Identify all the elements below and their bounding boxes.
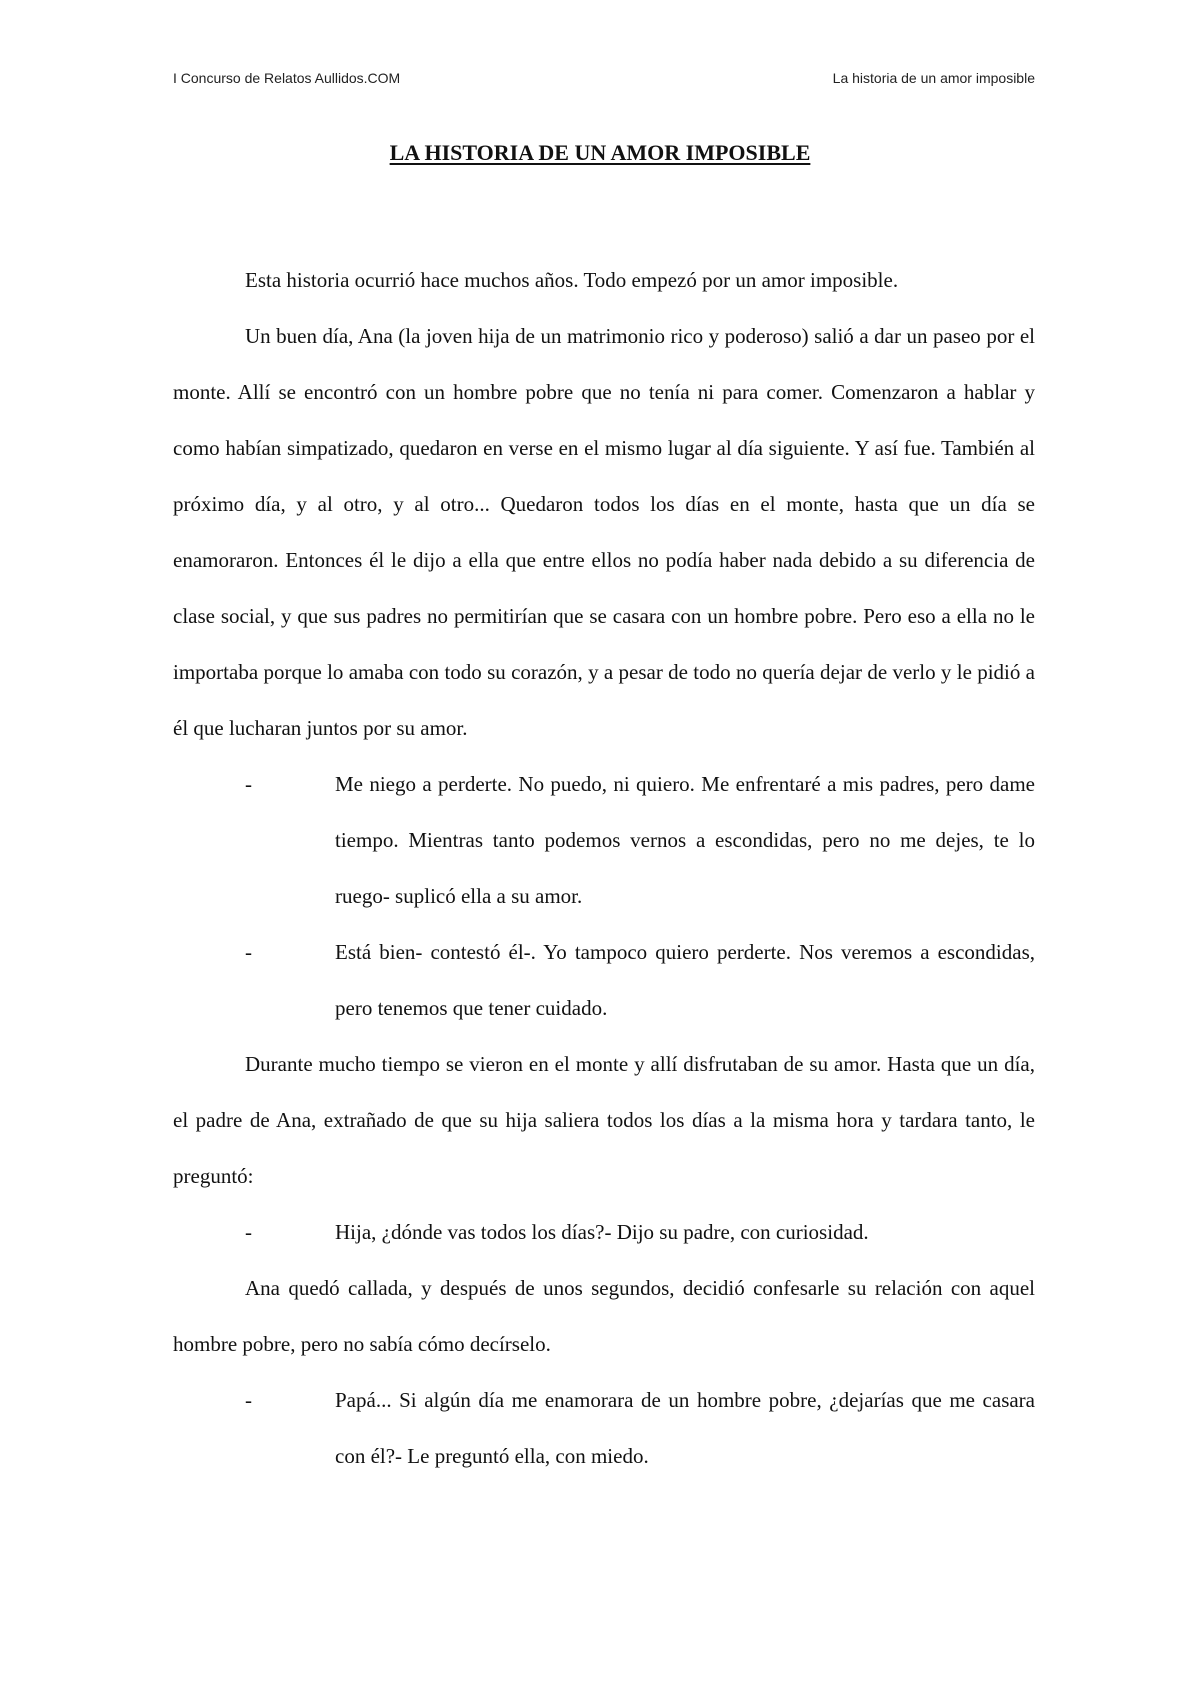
- paragraph: Ana quedó callada, y después de unos segundos, decidió confesarle su relación con aquel hombre pobre, pero no sabía cómo decírselo.: [173, 1276, 1035, 1356]
- paragraph: Durante mucho tiempo se vieron en el monte y allí disfrutaban de su amor. Hasta que un día, el padre de Ana, extrañado de que su hija saliera todos los días a la misma hora y tardara tanto, le preguntó:: [173, 1052, 1035, 1188]
- header-right: La historia de un amor imposible: [832, 70, 1035, 86]
- paragraph: Un buen día, Ana (la joven hija de un matrimonio rico y poderoso) salió a dar un paseo por el monte. Allí se encontró con un hombre pobre que no tenía ni para comer. Comenzaron a hablar y como habían simpatizado, quedaron en verse en el mismo lugar al día siguiente. Y así fue. También al próximo día, y al otro, y al otro... Quedaron todos los días en el monte, hasta que un día se enamoraron. Entonces él le dijo a ella que entre ellos no podía haber nada debido a su diferencia de clase social, y que sus padres no permitirían que se casara con un hombre pobre. Pero eso a ella no le importaba porque lo amaba con todo su corazón, y a pesar de todo no quería dejar de verlo y le pidió a él que lucharan juntos por su amor.: [173, 324, 1035, 740]
- dialogue-text: Está bien- contestó él-. Yo tampoco quiero perderte. Nos veremos a escondidas, pero tenemos que tener cuidado.: [335, 940, 1035, 1020]
- document-body: [173, 252, 1035, 1484]
- dialogue-line: [173, 1372, 1035, 1484]
- dialogue-text: Me niego a perderte. No puedo, ni quiero. Me enfrentaré a mis padres, pero dame tiempo. Mientras tanto podemos vernos a escondidas, pero no me dejes, te lo ruego- suplicó ella a su amor.: [335, 772, 1035, 908]
- header-left: I Concurso de Relatos Aullidos.COM: [173, 70, 401, 86]
- dialogue-dash: -: [245, 1220, 252, 1244]
- dialogue-line: [173, 756, 1035, 924]
- dialogue-dash: -: [245, 1388, 252, 1412]
- document-title: LA HISTORIA DE UN AMOR IMPOSIBLE: [389, 140, 811, 165]
- dialogue-text: Papá... Si algún día me enamorara de un hombre pobre, ¿dejarías que me casara con él?- Le preguntó ella, con miedo.: [335, 1388, 1035, 1468]
- dialogue-dash: -: [245, 772, 252, 796]
- paragraph: Esta historia ocurrió hace muchos años. Todo empezó por un amor imposible.: [245, 268, 899, 292]
- dialogue-line: [173, 924, 1035, 1036]
- page-header: [173, 70, 1035, 86]
- dialogue-dash: -: [245, 940, 252, 964]
- dialogue-line: [173, 1204, 1035, 1260]
- dialogue-text: Hija, ¿dónde vas todos los días?- Dijo su padre, con curiosidad.: [335, 1220, 869, 1244]
